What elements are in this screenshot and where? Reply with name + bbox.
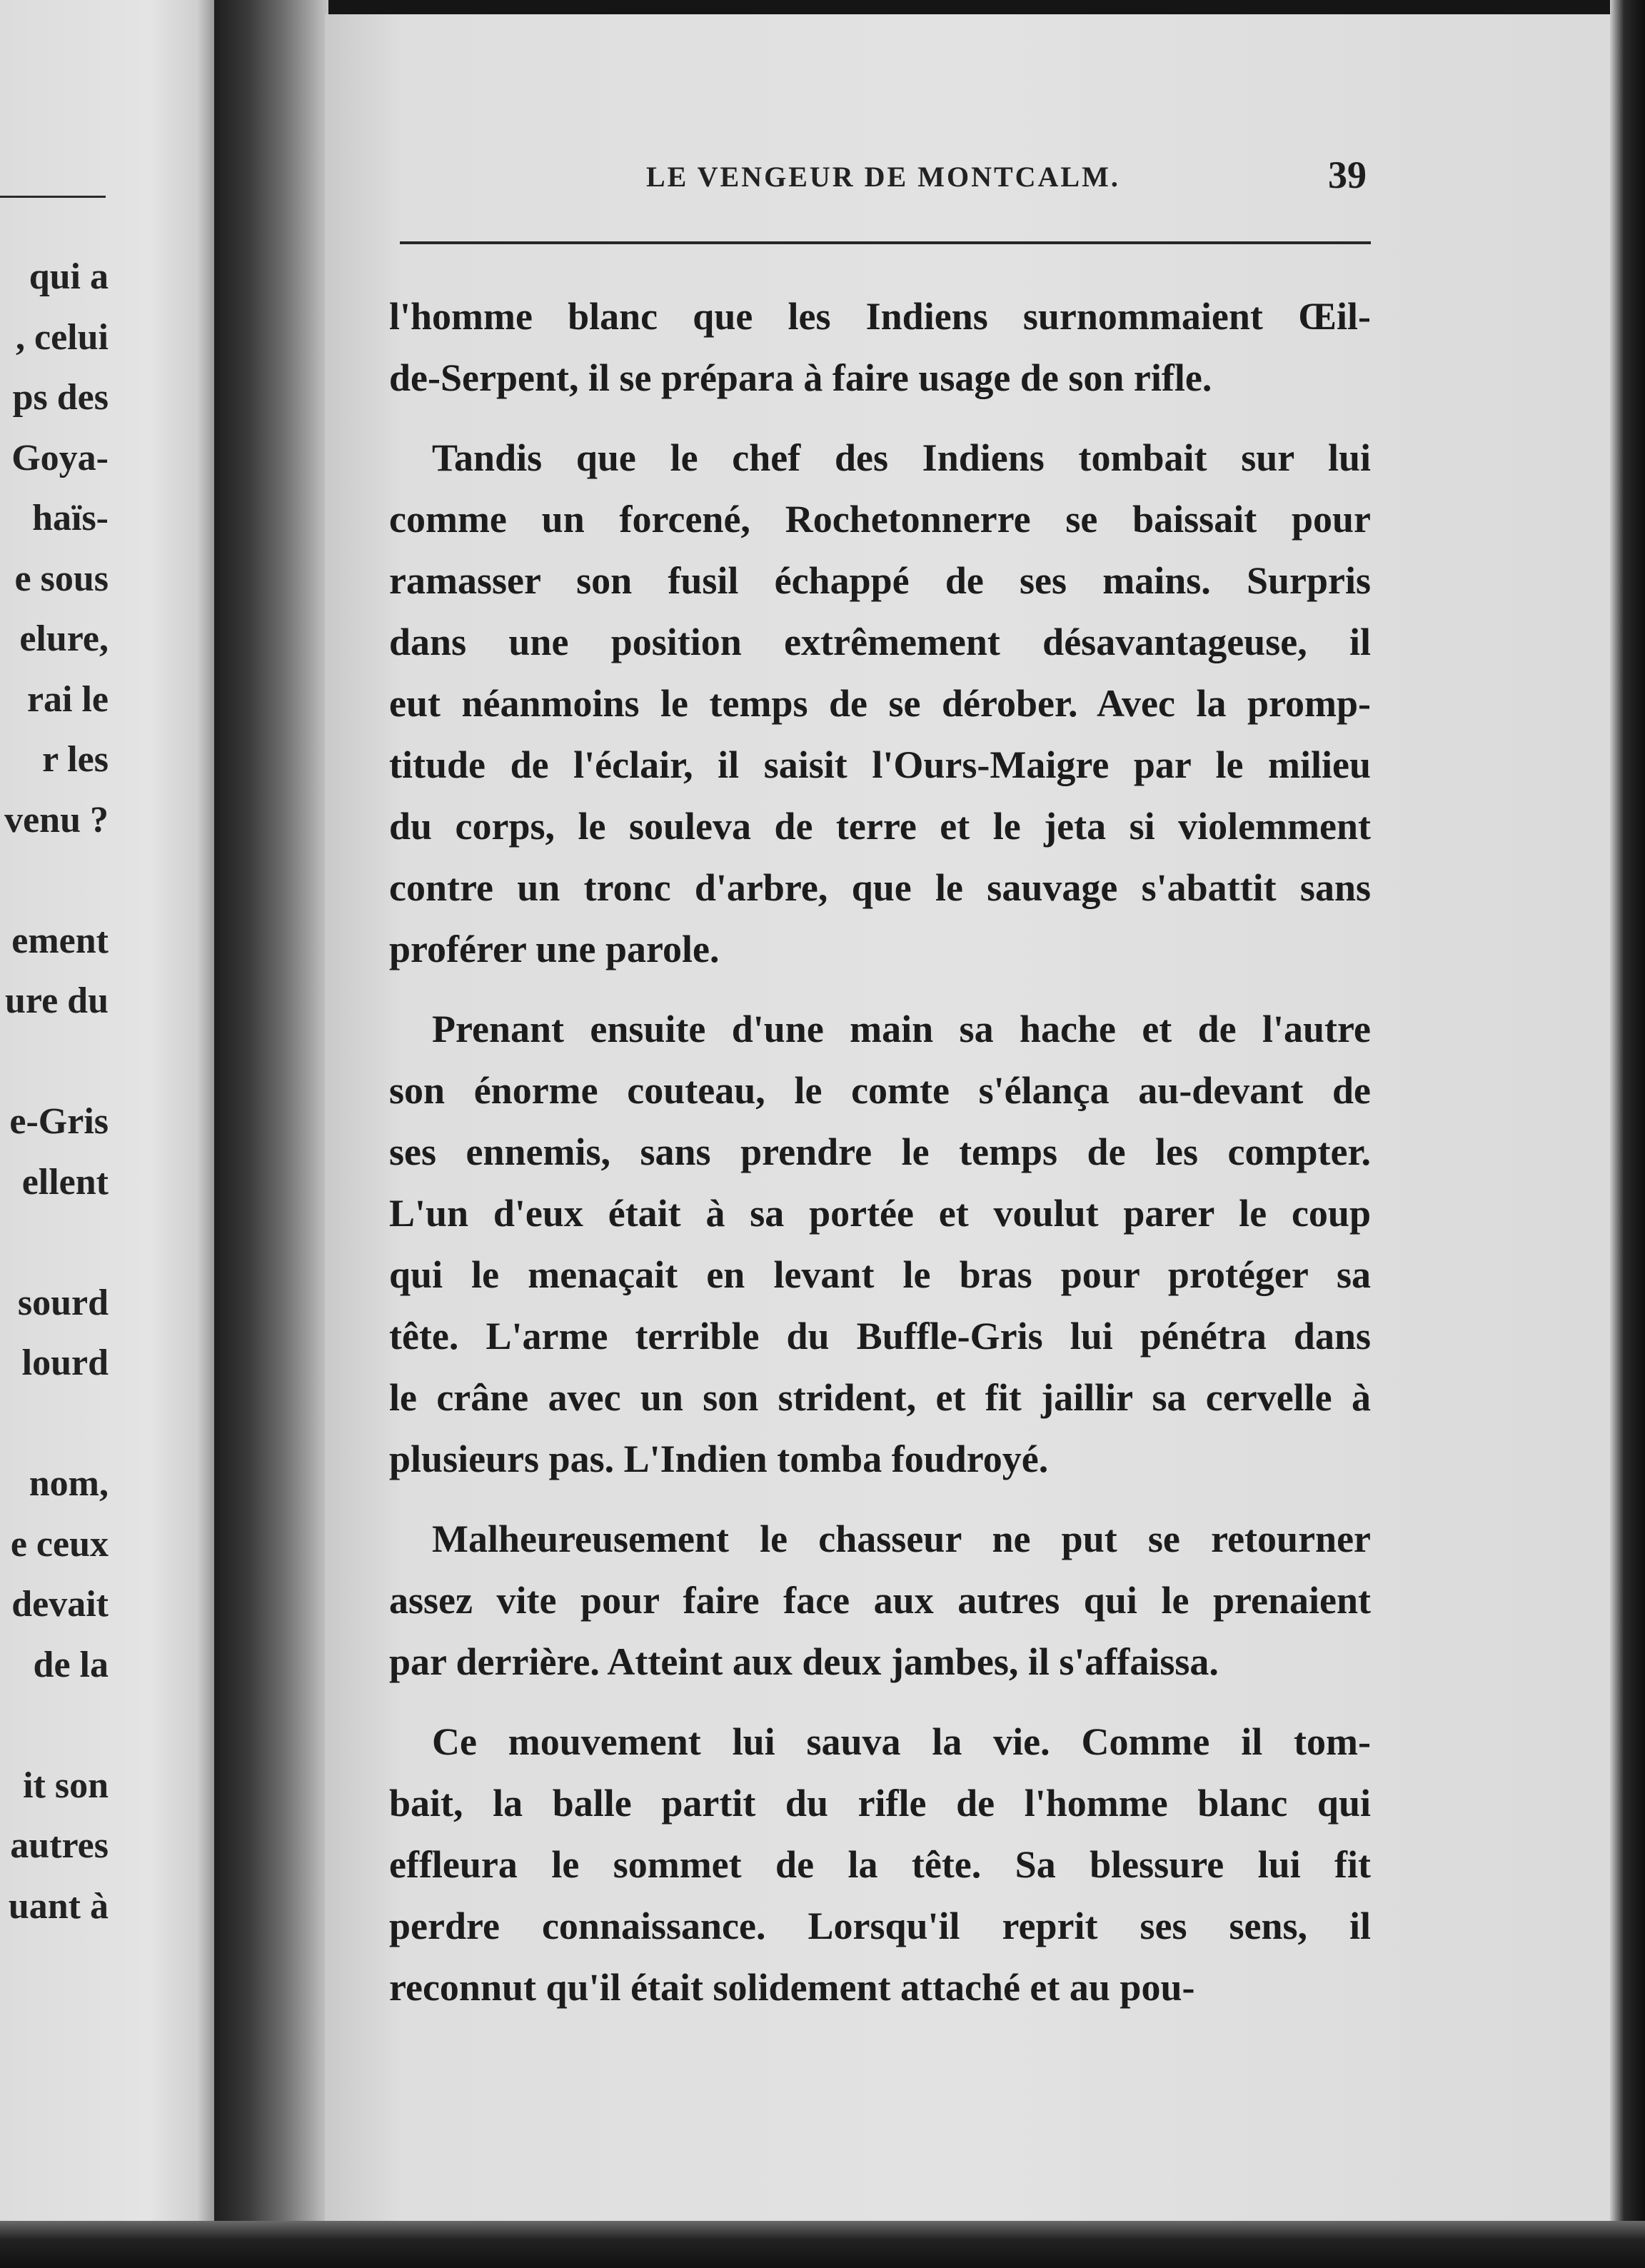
left-page-fragment (0, 0, 214, 2221)
text-line: Malheureusement le chasseur ne put se retourner (432, 1517, 1371, 1560)
left-page-line: e-Gris (9, 1101, 109, 1142)
left-page-line: ure du (5, 980, 109, 1021)
text-line: plusieurs pas. L'Indien tomba foudroyé. (389, 1437, 1049, 1480)
left-page-line: uant à (8, 1885, 109, 1927)
book-gutter (214, 0, 328, 2268)
paragraph (389, 286, 1371, 408)
paragraph (389, 427, 1371, 980)
text-line: ramasser son fusil échappé de ses mains. Surpris (389, 559, 1371, 602)
text-line: qui le menaçait en levant le bras pour protéger sa (389, 1253, 1371, 1296)
text-line: Ce mouvement lui sauva la vie. Comme il tom- (432, 1720, 1371, 1763)
left-page-line: ps des (12, 377, 109, 418)
text-line: eut néanmoins le temps de se dérober. Avec la promp- (389, 682, 1371, 725)
text-line: bait, la balle partit du rifle de l'homme blanc qui (389, 1782, 1371, 1825)
left-page-line: , celui (16, 316, 109, 358)
text-line: L'un d'eux était à sa portée et voulut parer le coup (389, 1192, 1371, 1235)
left-page-header-rule (0, 196, 106, 198)
left-page-line: haïs- (32, 498, 109, 538)
text-line: de-Serpent, il se prépara à faire usage de son rifle. (389, 356, 1212, 399)
paragraph (389, 1508, 1371, 1692)
text-line: le crâne avec un son strident, et fit jaillir sa cervelle à (389, 1376, 1371, 1419)
left-page-line: sourd (17, 1282, 109, 1323)
text-line: effleura le sommet de la tête. Sa blessure lui fit (389, 1843, 1371, 1886)
left-page-line: ement (11, 920, 109, 961)
paragraph-gap (389, 1490, 1371, 1508)
page-right-edge (1610, 0, 1645, 2268)
left-page-line: Goya- (11, 437, 109, 478)
left-page-line: de la (33, 1644, 109, 1685)
page-bottom-edge (0, 2221, 1645, 2268)
left-page-line: e sous (14, 558, 109, 599)
body-text (389, 286, 1371, 2018)
left-page-line: ellent (21, 1161, 109, 1203)
left-page-line: autres (10, 1825, 109, 1866)
running-title: LE VENGEUR DE MONTCALM. (646, 161, 1120, 193)
left-page-line: it son (23, 1765, 109, 1806)
header-rule (400, 241, 1371, 244)
left-page-line: venu ? (4, 799, 109, 841)
left-page-line: qui a (29, 256, 109, 297)
left-page-line: devait (11, 1584, 109, 1625)
text-line: reconnut qu'il était solidement attaché et au pou- (389, 1966, 1195, 2009)
text-line: proférer une parole. (389, 928, 720, 970)
text-line: titude de l'éclair, il saisit l'Ours-Maigre par le milieu (389, 743, 1371, 786)
page-number: 39 (1328, 154, 1367, 196)
paragraph-gap (389, 980, 1371, 998)
text-line: Prenant ensuite d'une main sa hache et de l'autre (432, 1008, 1371, 1050)
text-line: contre un tronc d'arbre, que le sauvage s'abattit sans (389, 866, 1371, 909)
paragraph-gap (389, 1692, 1371, 1711)
text-line: comme un forcené, Rochetonnerre se baissait pour (389, 498, 1371, 541)
paragraph (389, 1711, 1371, 2018)
paragraph (389, 998, 1371, 1490)
left-page-line: elure, (19, 618, 109, 659)
text-line: Tandis que le chef des Indiens tombait sur lui (432, 436, 1371, 479)
text-line: perdre connaissance. Lorsqu'il reprit ses sens, il (389, 1905, 1371, 1947)
left-page-line: e ceux (10, 1523, 109, 1565)
text-line: l'homme blanc que les Indiens surnommaient Œil- (389, 295, 1371, 338)
text-line: du corps, le souleva de terre et le jeta si violemment (389, 805, 1371, 848)
left-page-line: lourd (21, 1343, 109, 1383)
paragraph-gap (389, 408, 1371, 427)
text-line: ses ennemis, sans prendre le temps de les compter. (389, 1130, 1371, 1173)
left-page-line: rai le (26, 678, 109, 720)
text-line: son énorme couteau, le comte s'élança au-devant de (389, 1069, 1371, 1112)
left-page-line: r les (42, 739, 109, 780)
text-line: tête. L'arme terrible du Buffle-Gris lui pénétra dans (389, 1315, 1371, 1358)
text-line: par derrière. Atteint aux deux jambes, il s'affaissa. (389, 1640, 1219, 1683)
left-page-line: nom, (29, 1463, 109, 1504)
text-line: assez vite pour faire face aux autres qui le prenaient (389, 1579, 1371, 1622)
text-line: dans une position extrêmement désavantageuse, il (389, 621, 1371, 663)
